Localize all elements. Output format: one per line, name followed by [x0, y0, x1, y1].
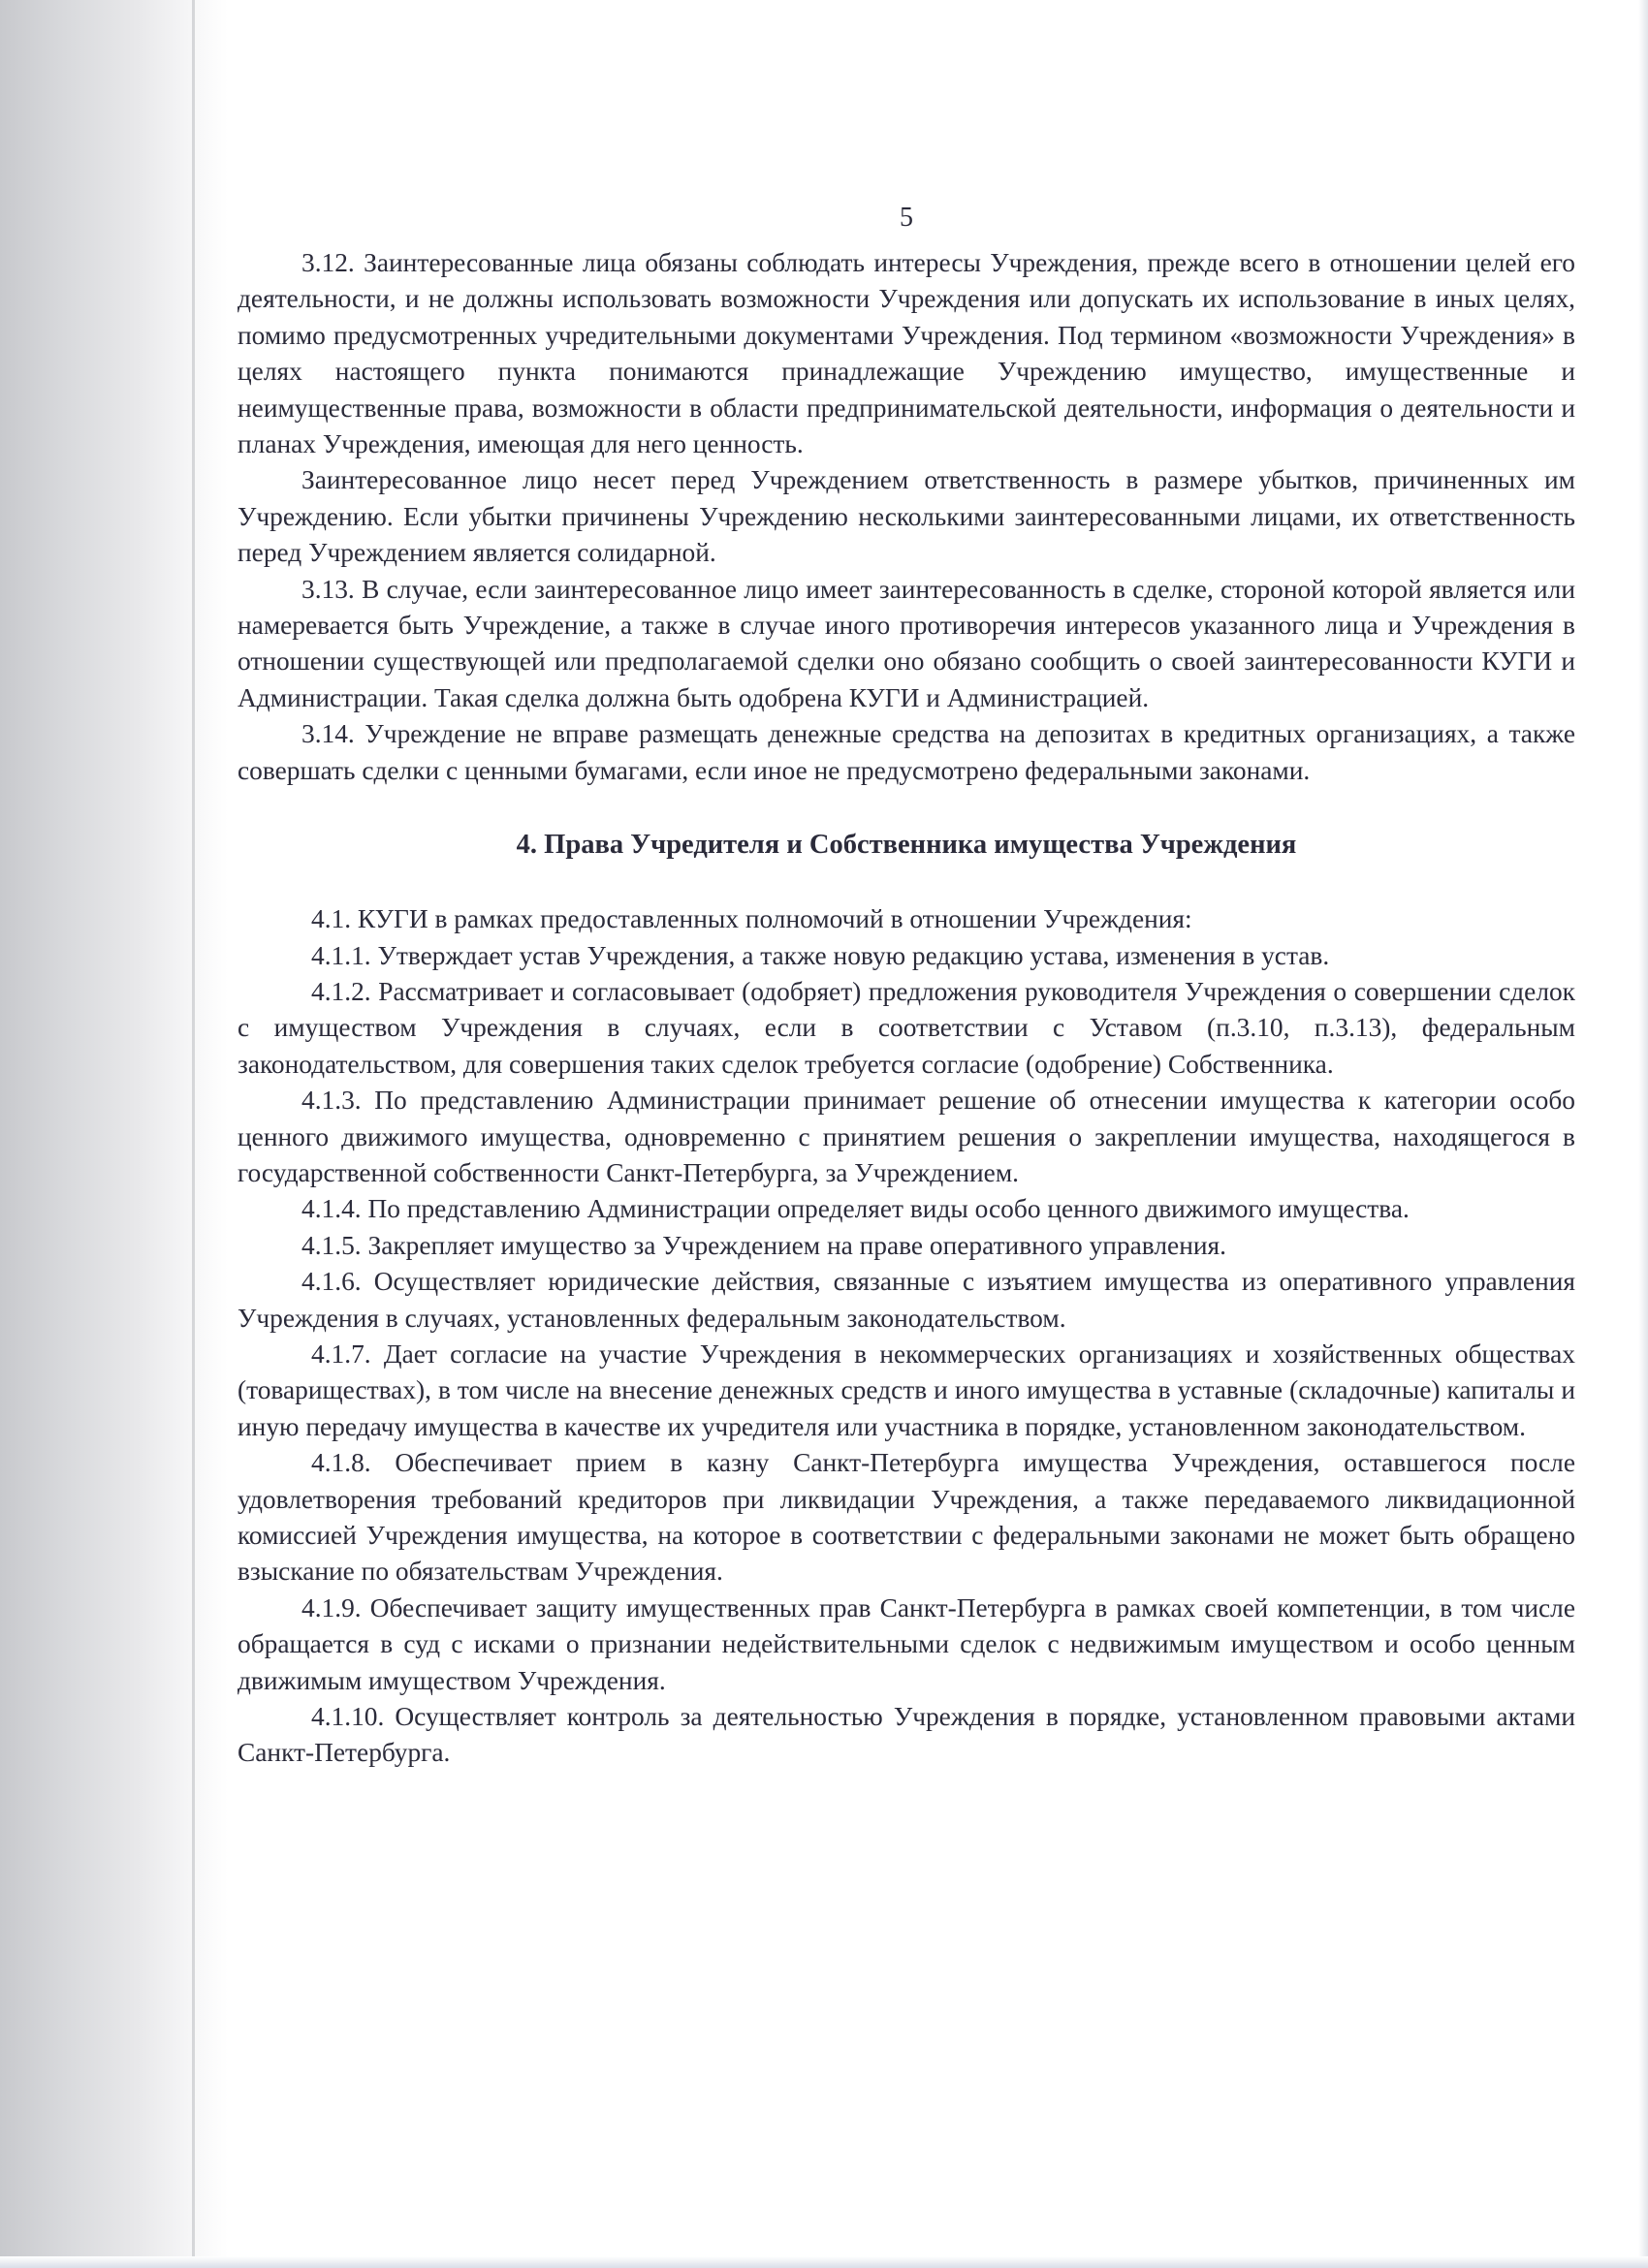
paragraph-4-1-7: 4.1.7. Дает согласие на участие Учреждения в некоммерческих организациях и хозяйственных обществах (товариществах), в том числе на внесение денежных средств и иного имущества в уставные (складочные) капиталы и иную передачу имущества в качестве их учредителя или участника в порядке, установленном законодательством.	[238, 1339, 1575, 1441]
section-heading: 4. Права Учредителя и Собственника имущества Учреждения	[516, 830, 1297, 861]
paragraph-4-1-10: 4.1.10. Осуществляет контроль за деятельностью Учреждения в порядке, установленном правовыми актами Санкт-Петербурга.	[238, 1702, 1575, 1768]
paragraph-3-14: 3.14. Учреждение не вправе размещать денежные средства на депозитах в кредитных организациях, а также совершать сделки с ценными бумагами, если иное не предусмотрено федеральными законами.	[238, 719, 1575, 785]
page-number: 5	[900, 203, 913, 233]
paragraph-4-1-3: 4.1.3. По представлению Администрации принимает решение об отнесении имущества к категории особо ценного движимого имущества, одновременно с принятием решения о закреплении имущества, находящегося в государственной собственности Санкт-Петербурга, за Учреждением.	[238, 1086, 1575, 1187]
page-right-edge	[1638, 0, 1648, 2268]
paragraph-4-1-5: 4.1.5. Закрепляет имущество за Учреждением на праве оперативного управления.	[301, 1230, 1226, 1260]
binding-edge	[192, 0, 195, 2268]
paragraph-4-1-2: 4.1.2. Рассматривает и согласовывает (одобряет) предложения руководителя Учреждения о совершении сделок с имуществом Учреждения в случаях, если в соответствии с Уставом (п.3.10, п.3.13), федеральным законодательством, для совершения таких сделок требуется согласие (одобрение) Собственника.	[238, 976, 1575, 1079]
paragraph-3-13: 3.13. В случае, если заинтересованное лицо имеет заинтересованность в сделке, стороной которой является или намеревается быть Учреждение, а также в случае иного противоречия интересов указанного лица и Учреждения в отношении существующей или предполагаемой сделки оно обязано сообщить о своей заинтересованности КУГИ и Администрации. Такая сделка должна быть одобрена КУГИ и Администрацией.	[238, 574, 1575, 712]
paragraph-3-12: 3.12. Заинтересованные лица обязаны соблюдать интересы Учреждения, прежде всего в отношении целей его деятельности, и не должны использовать возможности Учреждения или допускать их использование в иных целях, помимо предусмотренных учредительными документами Учреждения. Под термином «возможности Учреждения» в целях настоящего пункта понимаются принадлежащие Учреждению имущество, имущественные и неимущественные права, возможности в области предпринимательской деятельности, информация о деятельности и планах Учреждения, имеющая для него ценность.	[238, 248, 1575, 459]
document-body	[238, 199, 1575, 1772]
paragraph-4-1-1: 4.1.1. Утверждает устав Учреждения, а также новую редакцию устава, изменения в устав.	[311, 940, 1330, 970]
paragraph-liability: Заинтересованное лицо несет перед Учреждением ответственность в размере убытков, причиненных им Учреждению. Если убытки причинены Учреждению несколькими заинтересованными лицами, их ответственность перед Учреждением является солидарной.	[238, 465, 1575, 568]
paragraph-4-1-4: 4.1.4. По представлению Администрации определяет виды особо ценного движимого имущества.	[301, 1194, 1410, 1224]
paragraph-4-1-8: 4.1.8. Обеспечивает прием в казну Санкт-Петербурга имущества Учреждения, оставшегося после удовлетворения требований кредиторов при ликвидации Учреждения, а также передаваемого ликвидационной комиссией Учреждения имущества, на которое в соответствии с федеральными законами не может быть обращено взыскание по обязательствам Учреждения.	[238, 1448, 1575, 1587]
paragraph-4-1: 4.1. КУГИ в рамках предоставленных полномочий в отношении Учреждения:	[311, 904, 1192, 934]
page-bottom-edge	[0, 2256, 1648, 2268]
paragraph-4-1-9: 4.1.9. Обеспечивает защиту имущественных прав Санкт-Петербурга в рамках своей компетенции, в том числе обращается в суд с исками о признании недействительными сделок с недвижимым имуществом и особо ценным движимым имуществом Учреждения.	[238, 1592, 1575, 1695]
paragraph-4-1-6: 4.1.6. Осуществляет юридические действия, связанные с изъятием имущества из оперативного управления Учреждения в случаях, установленных федеральным законодательством.	[238, 1267, 1575, 1333]
